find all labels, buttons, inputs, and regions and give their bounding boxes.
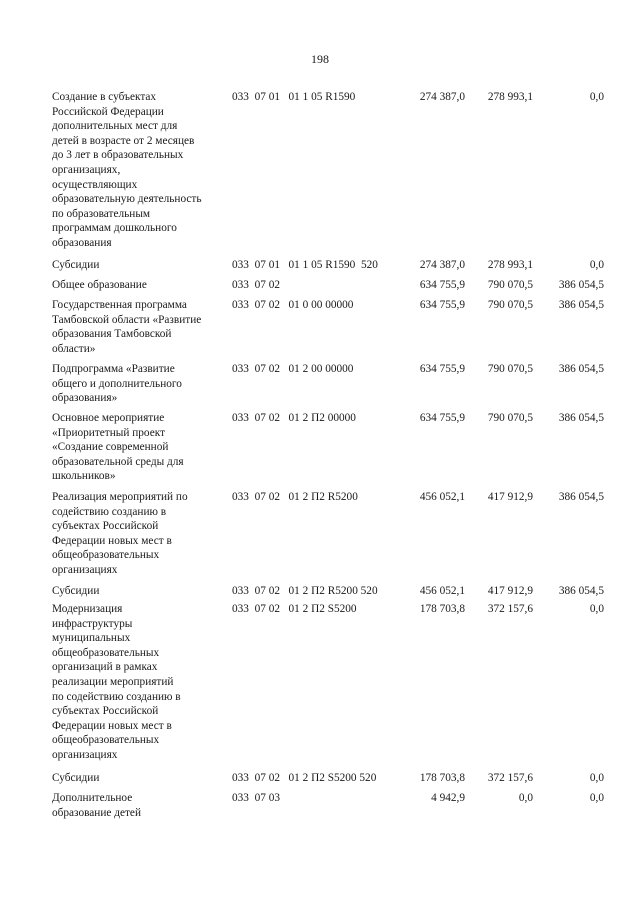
row-name: Подпрограмма «Развитие общего и дополнительного образования» [52,363,182,405]
row-value-1: 4 942,9 [431,792,465,804]
row-value-2: 417 912,9 [487,585,533,597]
row-value-3: 0,0 [589,772,604,784]
row-code: 033 07 02 01 2 П2 00000 [232,412,356,424]
row-code: 033 07 02 01 2 00 00000 [232,363,354,375]
row-value-1: 178 703,8 [419,603,465,615]
row-value-1: 178 703,8 [419,772,465,784]
row-value-2: 790 070,5 [487,363,533,375]
row-value-2: 372 157,6 [487,772,533,784]
row-value-2: 278 993,1 [487,259,533,271]
row-value-1: 274 387,0 [419,259,465,271]
row-value-3: 386 054,5 [558,299,604,311]
row-name: Основное мероприятие «Приоритетный проект «Создание современной образовательной среды для школьников» [52,412,184,483]
row-value-3: 0,0 [589,259,604,271]
row-code: 033 07 01 01 1 05 R1590 [232,91,356,103]
row-value-2: 790 070,5 [487,412,533,424]
row-value-3: 0,0 [589,792,604,804]
row-name: Субсидии [52,259,100,271]
row-value-2: 417 912,9 [487,491,533,503]
row-value-3: 0,0 [589,603,604,615]
row-name: Модернизация инфраструктуры муниципальных общеобразовательных организаций в рамках реализации мероприятий по содействию созданию в субъектах Российской Федерации новых мест в общеобразовательных организациях [52,603,181,761]
row-value-1: 634 755,9 [419,299,465,311]
row-value-2: 278 993,1 [487,91,533,103]
row-value-2: 790 070,5 [487,299,533,311]
row-name: Общее образование [52,279,147,291]
row-value-2: 372 157,6 [487,603,533,615]
row-code: 033 07 01 01 1 05 R1590 520 [232,259,378,271]
row-code: 033 07 02 01 0 00 00000 [232,299,354,311]
row-value-2: 790 070,5 [487,279,533,291]
row-code: 033 07 02 01 2 П2 R5200 [232,491,358,503]
row-code: 033 07 02 [232,279,281,291]
row-value-1: 634 755,9 [419,363,465,375]
row-name: Реализация мероприятий по содействию созданию в субъектах Российской Федерации новых мест в общеобразовательных организациях [52,491,188,576]
row-code: 033 07 03 [232,792,281,804]
page-number: 198 [311,52,329,66]
row-value-3: 386 054,5 [558,363,604,375]
row-value-1: 634 755,9 [419,279,465,291]
row-code: 033 07 02 01 2 П2 S5200 [232,603,357,615]
row-value-3: 386 054,5 [558,491,604,503]
row-value-3: 386 054,5 [558,585,604,597]
row-value-1: 456 052,1 [419,491,465,503]
row-code: 033 07 02 01 2 П2 R5200 520 [232,585,378,597]
row-name: Субсидии [52,772,100,784]
row-name: Создание в субъектах Российской Федерации дополнительных мест для детей в возрасте от 2 месяцев до 3 лет в образовательных организациях, осуществляющих образовательную деятельность по образовательным программам дошкольного образования [52,91,202,249]
row-value-1: 456 052,1 [419,585,465,597]
row-name: Государственная программа Тамбовской области «Развитие образования Тамбовской области» [52,299,202,355]
row-value-3: 386 054,5 [558,279,604,291]
row-code: 033 07 02 01 2 П2 S5200 520 [232,772,377,784]
row-name: Дополнительное образование детей [52,792,141,819]
row-value-1: 634 755,9 [419,412,465,424]
row-value-3: 386 054,5 [558,412,604,424]
row-value-2: 0,0 [518,792,533,804]
row-value-3: 0,0 [589,91,604,103]
row-value-1: 274 387,0 [419,91,465,103]
row-name: Субсидии [52,585,100,597]
